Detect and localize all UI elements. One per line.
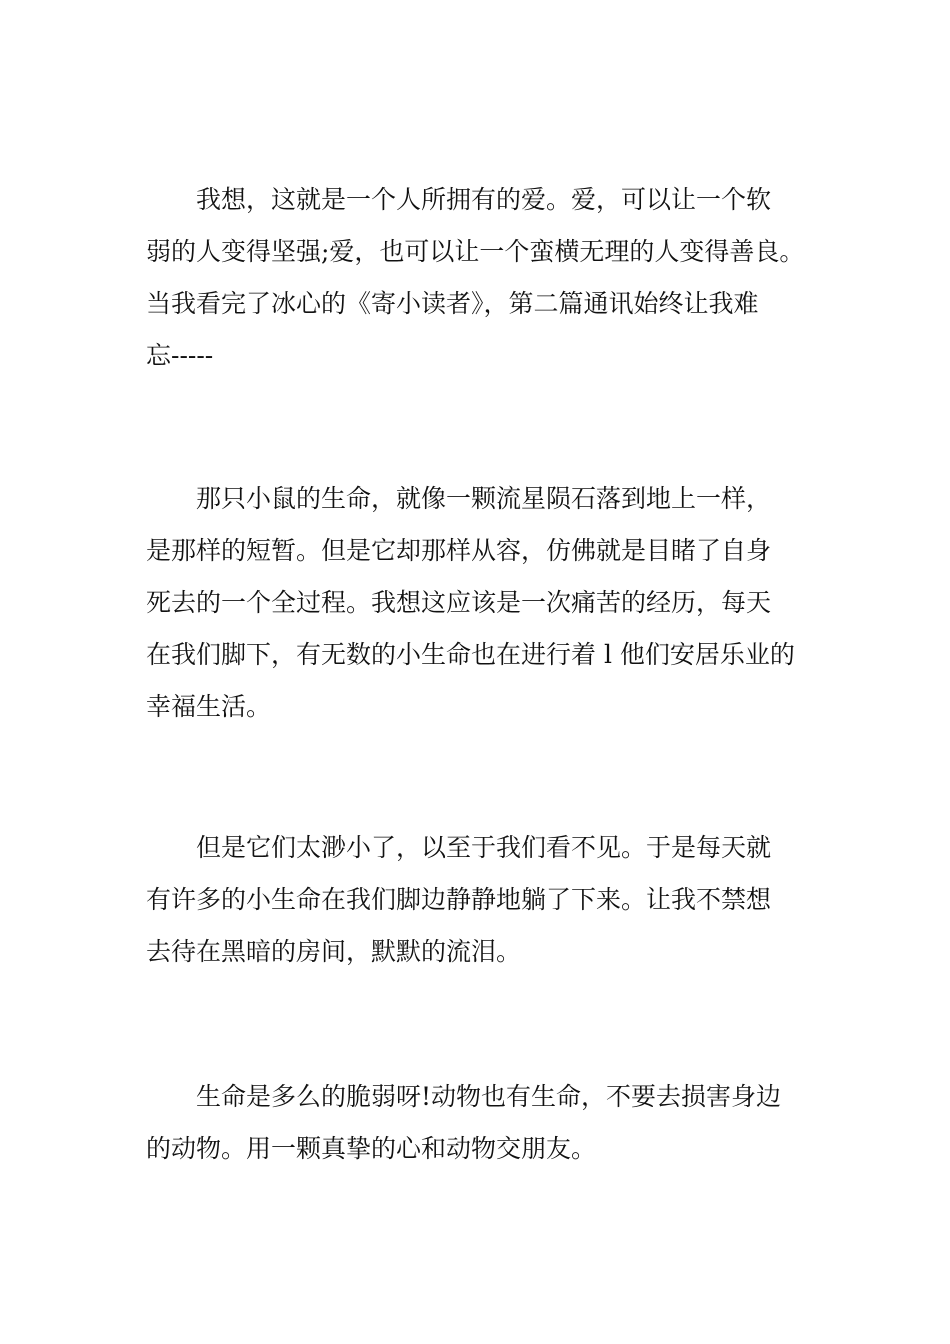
paragraph-line: 幸福生活。 — [146, 692, 272, 721]
paragraph-line: 的动物。用一颗真挚的心和动物交朋友。 — [146, 1134, 597, 1163]
paragraph-line: 去待在黑暗的房间，默默的流泪。 — [146, 937, 522, 966]
paragraph-line: 死去的一个全过程。我想这应该是一次痛苦的经历，每天 — [146, 588, 772, 617]
paragraph-line: 是那样的短暂。但是它却那样从容，仿佛就是目睹了自身 — [146, 536, 772, 565]
paragraph — [146, 1071, 826, 1175]
paragraph-line: 在我们脚下，有无数的小生命也在进行着 l 他们安居乐业的 — [146, 640, 795, 669]
paragraph — [146, 822, 826, 978]
paragraph-line: 但是它们太渺小了，以至于我们看不见。于是每天就 — [196, 833, 772, 862]
paragraph-line: 弱的人变得坚强;爱，也可以让一个蛮横无理的人变得善良。 — [146, 237, 805, 266]
paragraph-line: 有许多的小生命在我们脚边静静地躺了下来。让我不禁想 — [146, 885, 772, 914]
paragraph — [146, 473, 826, 733]
paragraph-line: 忘----- — [146, 341, 214, 370]
paragraph-line: 我想，这就是一个人所拥有的爱。爱，可以让一个软 — [196, 185, 772, 214]
paragraph-line: 当我看完了冰心的《寄小读者》，第二篇通讯始终让我难 — [146, 289, 759, 318]
paragraph-line: 生命是多么的脆弱呀!动物也有生命，不要去损害身边 — [196, 1082, 782, 1111]
paragraph — [146, 174, 826, 382]
paragraph-line: 那只小鼠的生命，就像一颗流星陨石落到地上一样， — [196, 484, 772, 513]
